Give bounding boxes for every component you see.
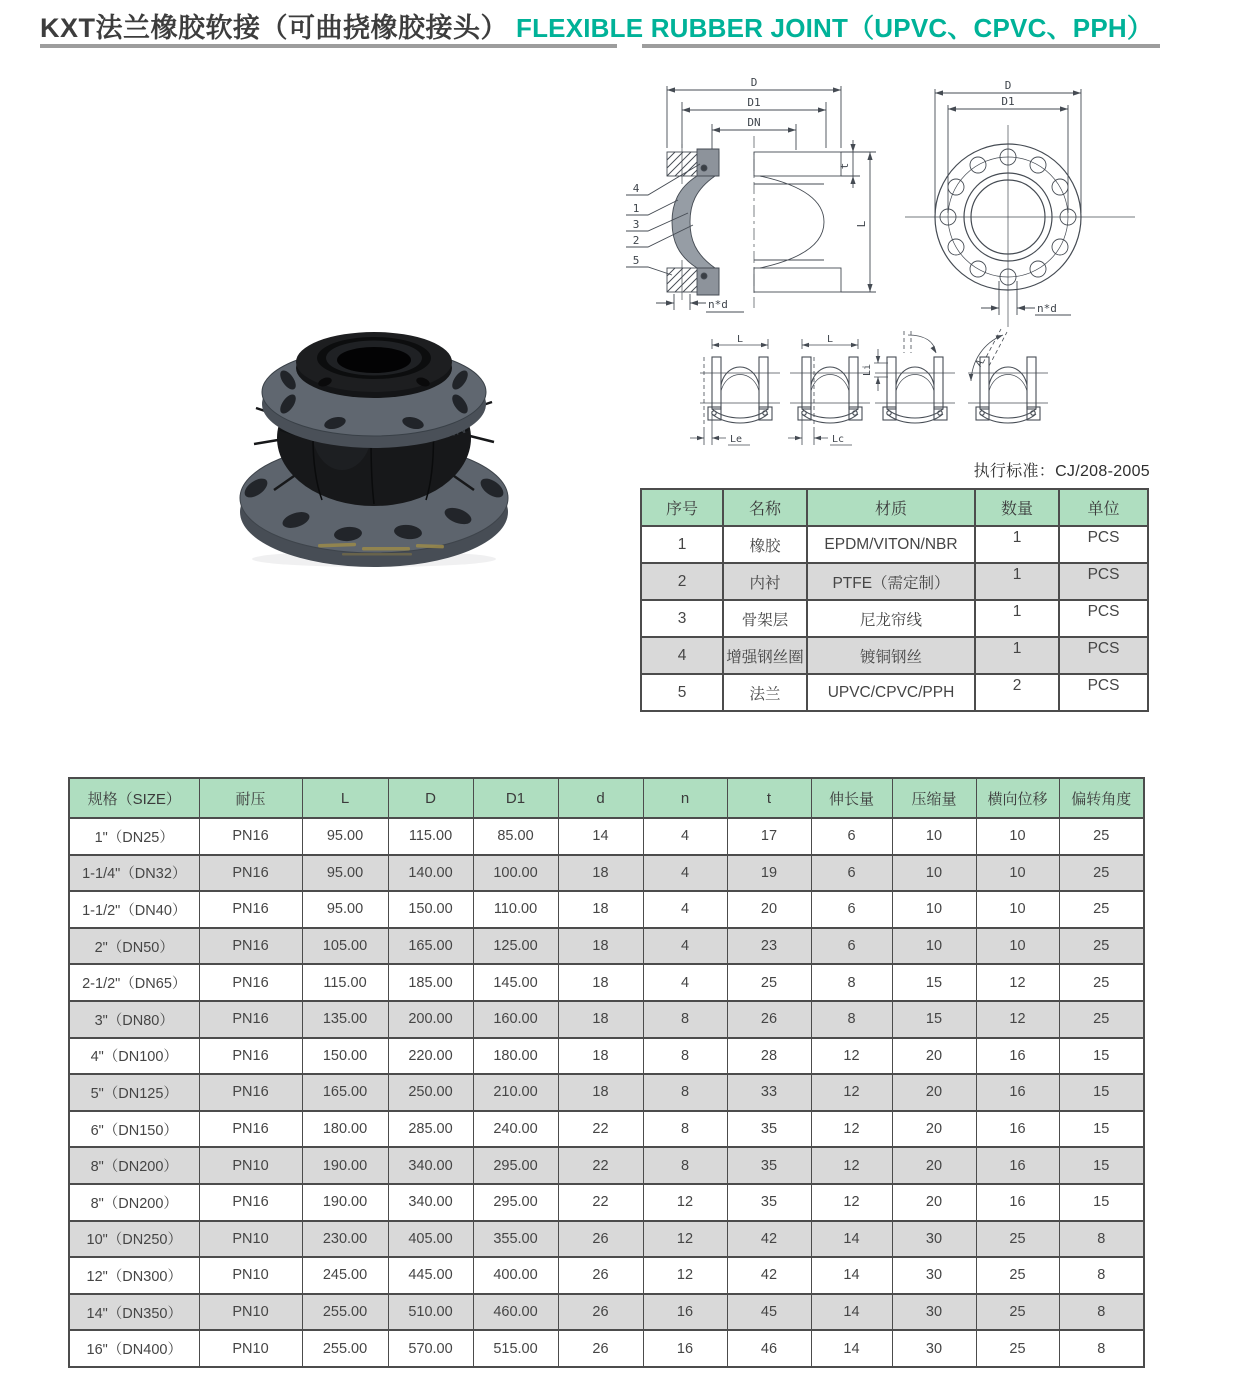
cell-0: 3"（DN80） xyxy=(69,1001,199,1038)
cell-1: PN16 xyxy=(199,1184,302,1221)
column-header-4: D1 xyxy=(473,778,558,818)
cell-7: 35 xyxy=(727,1184,811,1221)
cell-5: 18 xyxy=(558,964,643,1001)
cell-0: 16"（DN400） xyxy=(69,1330,199,1367)
callout-1: 1 xyxy=(632,202,640,215)
cell-6: 8 xyxy=(643,1147,727,1184)
cell-1: PN10 xyxy=(199,1257,302,1294)
cell-9: 30 xyxy=(892,1294,976,1331)
section-drawing xyxy=(598,72,898,327)
column-header-3: 数量 xyxy=(975,489,1059,526)
cell-3: 445.00 xyxy=(388,1257,473,1294)
cell-8: 6 xyxy=(811,855,892,892)
cell-5: 22 xyxy=(558,1147,643,1184)
cell-1: PN16 xyxy=(199,891,302,928)
cell-0: 4 xyxy=(641,637,723,674)
cell-4: 295.00 xyxy=(473,1147,558,1184)
cell-8: 14 xyxy=(811,1257,892,1294)
column-header-1: 名称 xyxy=(723,489,807,526)
cell-10: 10 xyxy=(976,855,1059,892)
cell-8: 12 xyxy=(811,1074,892,1111)
cell-3: 1 xyxy=(975,526,1059,563)
column-header-2: 材质 xyxy=(807,489,975,526)
table-row xyxy=(69,1294,1144,1331)
cell-6: 8 xyxy=(643,1001,727,1038)
cell-0: 5"（DN125） xyxy=(69,1074,199,1111)
cell-1: PN16 xyxy=(199,1074,302,1111)
cell-10: 16 xyxy=(976,1038,1059,1075)
cell-0: 1-1/2"（DN40） xyxy=(69,891,199,928)
dim-label-t: t xyxy=(838,162,851,170)
cell-10: 16 xyxy=(976,1074,1059,1111)
table-row xyxy=(69,1330,1144,1367)
cell-5: 26 xyxy=(558,1330,643,1367)
cell-6: 8 xyxy=(643,1074,727,1111)
cell-2: 255.00 xyxy=(302,1330,388,1367)
cell-0: 8"（DN200） xyxy=(69,1147,199,1184)
cell-7: 35 xyxy=(727,1147,811,1184)
cell-0: 2-1/2"（DN65） xyxy=(69,964,199,1001)
cell-8: 14 xyxy=(811,1221,892,1258)
cell-4: 85.00 xyxy=(473,818,558,855)
cell-5: 22 xyxy=(558,1111,643,1148)
column-header-0: 规格（SIZE） xyxy=(69,778,199,818)
cell-2: 255.00 xyxy=(302,1294,388,1331)
column-header-0: 序号 xyxy=(641,489,723,526)
column-header-6: n xyxy=(643,778,727,818)
column-header-8: 伸长量 xyxy=(811,778,892,818)
cell-7: 17 xyxy=(727,818,811,855)
cell-7: 33 xyxy=(727,1074,811,1111)
cell-1: PN16 xyxy=(199,1038,302,1075)
cell-0: 1-1/4"（DN32） xyxy=(69,855,199,892)
spec-header-row xyxy=(69,778,1144,818)
cell-3: 405.00 xyxy=(388,1221,473,1258)
table-row xyxy=(69,1257,1144,1294)
cell-6: 4 xyxy=(643,928,727,965)
cell-3: 250.00 xyxy=(388,1074,473,1111)
callout-2: 2 xyxy=(632,234,640,247)
cell-10: 25 xyxy=(976,1330,1059,1367)
cell-4: 210.00 xyxy=(473,1074,558,1111)
cell-4: 110.00 xyxy=(473,891,558,928)
cell-4: 400.00 xyxy=(473,1257,558,1294)
cell-3: 185.00 xyxy=(388,964,473,1001)
cell-4: PCS xyxy=(1059,674,1148,711)
cell-8: 12 xyxy=(811,1147,892,1184)
cell-8: 12 xyxy=(811,1038,892,1075)
cell-3: 140.00 xyxy=(388,855,473,892)
cell-4: PCS xyxy=(1059,600,1148,637)
cell-2: 190.00 xyxy=(302,1147,388,1184)
cell-10: 16 xyxy=(976,1147,1059,1184)
cell-6: 8 xyxy=(643,1111,727,1148)
cell-7: 19 xyxy=(727,855,811,892)
callout-5: 5 xyxy=(632,254,640,267)
table-row xyxy=(69,1147,1144,1184)
cell-9: 15 xyxy=(892,1001,976,1038)
cell-3: 1 xyxy=(975,600,1059,637)
cell-8: 6 xyxy=(811,928,892,965)
cell-8: 6 xyxy=(811,818,892,855)
table-row xyxy=(641,600,1148,637)
cell-6: 16 xyxy=(643,1294,727,1331)
table-row xyxy=(641,637,1148,674)
table-row xyxy=(69,855,1144,892)
cell-1: PN10 xyxy=(199,1221,302,1258)
cell-9: 10 xyxy=(892,855,976,892)
cell-11: 8 xyxy=(1059,1221,1144,1258)
cell-5: 22 xyxy=(558,1184,643,1221)
cell-8: 12 xyxy=(811,1184,892,1221)
cell-9: 20 xyxy=(892,1074,976,1111)
cell-3: 340.00 xyxy=(388,1184,473,1221)
cell-1: PN16 xyxy=(199,1111,302,1148)
cell-8: 8 xyxy=(811,964,892,1001)
cell-5: 18 xyxy=(558,1001,643,1038)
cell-11: 15 xyxy=(1059,1147,1144,1184)
cell-6: 16 xyxy=(643,1330,727,1367)
cell-0: 3 xyxy=(641,600,723,637)
spec-table xyxy=(68,777,1145,1368)
cell-3: 285.00 xyxy=(388,1111,473,1148)
cell-10: 10 xyxy=(976,928,1059,965)
column-header-7: t xyxy=(727,778,811,818)
cell-1: PN10 xyxy=(199,1294,302,1331)
cell-11: 8 xyxy=(1059,1294,1144,1331)
cell-6: 12 xyxy=(643,1221,727,1258)
callout-4: 4 xyxy=(632,182,640,195)
cell-2: EPDM/VITON/NBR xyxy=(807,526,975,563)
cell-11: 15 xyxy=(1059,1111,1144,1148)
cell-6: 12 xyxy=(643,1184,727,1221)
cell-2: 镀铜钢丝 xyxy=(807,637,975,674)
cell-10: 10 xyxy=(976,818,1059,855)
column-header-5: d xyxy=(558,778,643,818)
dim-label-le: Le xyxy=(730,434,743,445)
cell-1: 内衬 xyxy=(723,563,807,600)
cell-9: 20 xyxy=(892,1111,976,1148)
cell-3: 570.00 xyxy=(388,1330,473,1367)
title-underline-right xyxy=(642,44,1160,48)
cell-9: 30 xyxy=(892,1330,976,1367)
dim-label-l: L xyxy=(855,220,868,228)
cell-1: 骨架层 xyxy=(723,600,807,637)
cell-4: 100.00 xyxy=(473,855,558,892)
standard-note: 执行标准：CJ/208-2005 xyxy=(973,463,1150,480)
front-drawing xyxy=(905,75,1175,330)
cell-5: 14 xyxy=(558,818,643,855)
cell-8: 12 xyxy=(811,1111,892,1148)
cell-0: 2"（DN50） xyxy=(69,928,199,965)
cell-10: 16 xyxy=(976,1111,1059,1148)
cell-5: 18 xyxy=(558,1038,643,1075)
cell-4: 160.00 xyxy=(473,1001,558,1038)
cell-10: 25 xyxy=(976,1257,1059,1294)
cell-3: 2 xyxy=(975,674,1059,711)
cell-4: 515.00 xyxy=(473,1330,558,1367)
table-row xyxy=(69,1074,1144,1111)
cell-7: 26 xyxy=(727,1001,811,1038)
table-row xyxy=(641,526,1148,563)
cell-3: 200.00 xyxy=(388,1001,473,1038)
cell-1: PN16 xyxy=(199,818,302,855)
column-header-3: D xyxy=(388,778,473,818)
cell-3: 220.00 xyxy=(388,1038,473,1075)
cell-2: 105.00 xyxy=(302,928,388,965)
cell-1: PN16 xyxy=(199,964,302,1001)
cell-2: PTFE（需定制） xyxy=(807,563,975,600)
cell-6: 4 xyxy=(643,891,727,928)
cell-3: 1 xyxy=(975,637,1059,674)
cell-7: 42 xyxy=(727,1221,811,1258)
cell-6: 4 xyxy=(643,818,727,855)
cell-0: 6"（DN150） xyxy=(69,1111,199,1148)
cell-4: PCS xyxy=(1059,563,1148,600)
cell-7: 46 xyxy=(727,1330,811,1367)
cell-2: 95.00 xyxy=(302,818,388,855)
table-row xyxy=(69,1001,1144,1038)
cell-11: 8 xyxy=(1059,1257,1144,1294)
cell-11: 25 xyxy=(1059,964,1144,1001)
cell-11: 25 xyxy=(1059,818,1144,855)
cell-8: 6 xyxy=(811,891,892,928)
dim-label-a: A xyxy=(973,357,987,370)
cell-1: 橡胶 xyxy=(723,526,807,563)
cell-0: 4"（DN100） xyxy=(69,1038,199,1075)
table-row xyxy=(69,1111,1144,1148)
cell-4: 295.00 xyxy=(473,1184,558,1221)
cell-1: PN10 xyxy=(199,1147,302,1184)
cell-2: UPVC/CPVC/PPH xyxy=(807,674,975,711)
cell-9: 10 xyxy=(892,928,976,965)
cell-8: 14 xyxy=(811,1294,892,1331)
cell-0: 1 xyxy=(641,526,723,563)
cell-10: 10 xyxy=(976,891,1059,928)
cell-3: 1 xyxy=(975,563,1059,600)
page-title-cn: KXT法兰橡胶软接（可曲挠橡胶接头） xyxy=(40,13,508,43)
cell-11: 25 xyxy=(1059,891,1144,928)
cell-6: 4 xyxy=(643,964,727,1001)
cell-9: 30 xyxy=(892,1257,976,1294)
cell-2: 190.00 xyxy=(302,1184,388,1221)
cell-8: 8 xyxy=(811,1001,892,1038)
column-header-1: 耐压 xyxy=(199,778,302,818)
dim-label-li: Li xyxy=(862,363,873,377)
cell-4: 240.00 xyxy=(473,1111,558,1148)
cell-6: 12 xyxy=(643,1257,727,1294)
cell-7: 35 xyxy=(727,1111,811,1148)
cell-1: PN16 xyxy=(199,928,302,965)
cell-0: 8"（DN200） xyxy=(69,1184,199,1221)
cell-9: 15 xyxy=(892,964,976,1001)
cell-5: 26 xyxy=(558,1294,643,1331)
cell-1: 增强钢丝圈 xyxy=(723,637,807,674)
cell-9: 10 xyxy=(892,891,976,928)
table-row xyxy=(69,964,1144,1001)
dim-label-d: D xyxy=(750,76,758,89)
cell-9: 20 xyxy=(892,1147,976,1184)
cell-2: 165.00 xyxy=(302,1074,388,1111)
column-header-10: 横向位移 xyxy=(976,778,1059,818)
dim-label-d1: D1 xyxy=(747,96,761,109)
cell-11: 25 xyxy=(1059,855,1144,892)
cell-9: 20 xyxy=(892,1038,976,1075)
cell-7: 23 xyxy=(727,928,811,965)
cell-0: 5 xyxy=(641,674,723,711)
cell-10: 25 xyxy=(976,1294,1059,1331)
dim-label-lc: Lc xyxy=(832,434,845,445)
cell-1: PN16 xyxy=(199,855,302,892)
cell-3: 340.00 xyxy=(388,1147,473,1184)
cell-0: 14"（DN350） xyxy=(69,1294,199,1331)
cell-2: 95.00 xyxy=(302,855,388,892)
cell-11: 15 xyxy=(1059,1184,1144,1221)
product-photo xyxy=(222,298,527,570)
cell-4: 145.00 xyxy=(473,964,558,1001)
cell-2: 150.00 xyxy=(302,1038,388,1075)
cell-4: 180.00 xyxy=(473,1038,558,1075)
cell-4: PCS xyxy=(1059,526,1148,563)
column-header-2: L xyxy=(302,778,388,818)
cell-2: 230.00 xyxy=(302,1221,388,1258)
cell-0: 2 xyxy=(641,563,723,600)
column-header-9: 压缩量 xyxy=(892,778,976,818)
cell-11: 25 xyxy=(1059,1001,1144,1038)
cell-2: 135.00 xyxy=(302,1001,388,1038)
table-row xyxy=(69,1221,1144,1258)
title-underline-left xyxy=(40,44,617,48)
parts-header-row xyxy=(641,489,1148,526)
cell-11: 8 xyxy=(1059,1330,1144,1367)
cell-1: PN10 xyxy=(199,1330,302,1367)
cell-3: 150.00 xyxy=(388,891,473,928)
cell-10: 16 xyxy=(976,1184,1059,1221)
cell-8: 14 xyxy=(811,1330,892,1367)
cell-0: 1"（DN25） xyxy=(69,818,199,855)
dim-label-l1: L xyxy=(736,334,744,345)
cell-2: 180.00 xyxy=(302,1111,388,1148)
cell-4: 355.00 xyxy=(473,1221,558,1258)
cell-7: 42 xyxy=(727,1257,811,1294)
dim-label-dn: DN xyxy=(747,116,761,129)
cell-7: 25 xyxy=(727,964,811,1001)
cell-3: 165.00 xyxy=(388,928,473,965)
cell-0: 10"（DN250） xyxy=(69,1221,199,1258)
cell-2: 245.00 xyxy=(302,1257,388,1294)
column-header-4: 单位 xyxy=(1059,489,1148,526)
page-title-en: FLEXIBLE RUBBER JOINT（UPVC、CPVC、PPH） xyxy=(516,13,1154,43)
column-header-11: 偏转角度 xyxy=(1059,778,1144,818)
cell-11: 15 xyxy=(1059,1038,1144,1075)
parts-table xyxy=(640,488,1149,712)
cell-9: 30 xyxy=(892,1221,976,1258)
dim-label-d1: D1 xyxy=(1001,95,1015,108)
cell-9: 20 xyxy=(892,1184,976,1221)
cell-3: 510.00 xyxy=(388,1294,473,1331)
cell-7: 28 xyxy=(727,1038,811,1075)
cell-10: 12 xyxy=(976,964,1059,1001)
cell-1: PN16 xyxy=(199,1001,302,1038)
table-row xyxy=(69,818,1144,855)
cell-5: 18 xyxy=(558,891,643,928)
cell-7: 20 xyxy=(727,891,811,928)
table-row xyxy=(69,891,1144,928)
dim-label-d: D xyxy=(1004,79,1012,92)
cell-5: 18 xyxy=(558,1074,643,1111)
cell-9: 10 xyxy=(892,818,976,855)
cell-2: 95.00 xyxy=(302,891,388,928)
table-row xyxy=(69,928,1144,965)
cell-5: 18 xyxy=(558,928,643,965)
cell-5: 18 xyxy=(558,855,643,892)
page-header xyxy=(40,6,1200,45)
cell-6: 4 xyxy=(643,855,727,892)
motion-drawings xyxy=(688,333,1058,463)
cell-11: 25 xyxy=(1059,928,1144,965)
dim-label-nd: n*d xyxy=(708,298,728,311)
cell-5: 26 xyxy=(558,1257,643,1294)
cell-0: 12"（DN300） xyxy=(69,1257,199,1294)
cell-3: 115.00 xyxy=(388,818,473,855)
cell-11: 15 xyxy=(1059,1074,1144,1111)
table-row xyxy=(641,674,1148,711)
table-row xyxy=(69,1184,1144,1221)
cell-1: 法兰 xyxy=(723,674,807,711)
cell-4: PCS xyxy=(1059,637,1148,674)
table-row xyxy=(69,1038,1144,1075)
dim-label-nd: n*d xyxy=(1037,302,1057,315)
cell-6: 8 xyxy=(643,1038,727,1075)
cell-7: 45 xyxy=(727,1294,811,1331)
callout-3: 3 xyxy=(632,218,640,231)
cell-5: 26 xyxy=(558,1221,643,1258)
table-row xyxy=(641,563,1148,600)
cell-4: 460.00 xyxy=(473,1294,558,1331)
rubber-collar xyxy=(296,332,452,398)
cell-4: 125.00 xyxy=(473,928,558,965)
cell-10: 12 xyxy=(976,1001,1059,1038)
cell-2: 尼龙帘线 xyxy=(807,600,975,637)
cell-10: 25 xyxy=(976,1221,1059,1258)
cell-2: 115.00 xyxy=(302,964,388,1001)
dim-label-l2: L xyxy=(826,334,834,345)
